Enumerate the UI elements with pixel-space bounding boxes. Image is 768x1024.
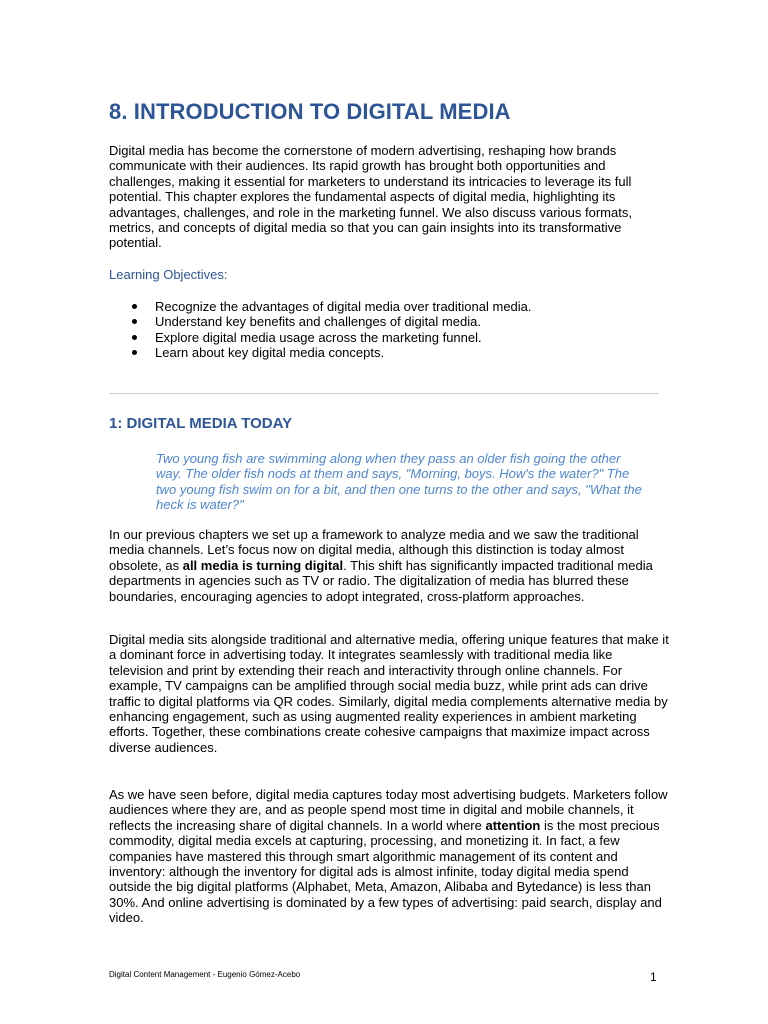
- bullet-icon: [132, 350, 137, 355]
- chapter-heading: 8. INTRODUCTION TO DIGITAL MEDIA: [109, 99, 511, 124]
- list-item: Recognize the advantages of digital media over traditional media.: [109, 299, 532, 314]
- bullet-icon: [132, 304, 137, 309]
- body-paragraph-1: In our previous chapters we set up a framework to analyze media and we saw the traditional media channels. Let’s focus now on digital media, although this distinction is today almost obsolete, as all media is turning digital. This shift has significantly impacted traditional media departments in agencies such as TV or radio. The digitalization of media has blurred these boundaries, encouraging agencies to adopt integrated, cross-platform approaches.: [109, 527, 653, 604]
- bullet-icon: [132, 335, 137, 340]
- section-divider: [109, 393, 659, 394]
- section-heading: 1: DIGITAL MEDIA TODAY: [109, 415, 293, 432]
- page-footer: Digital Content Management - Eugenio Gómez-Acebo: [109, 970, 301, 979]
- intro-paragraph: Digital media has become the cornerstone of modern advertising, reshaping how brands communicate with their audiences. Its rapid growth has brought both opportunities and challenges, making it essential for marketers to understand its intricacies to leverage its full potential. This chapter explores the fundamental aspects of digital media, highlighting its advantages, challenges, and role in the marketing funnel. We also discuss various formats, metrics, and concepts of digital media so that you can gain insights into its transformative potential.: [109, 143, 632, 251]
- epigraph-quote: Two young fish are swimming along when they pass an older fish going the other way. The older fish nods at them and says, "Morning, boys. How's the water?" The two young fish swim on for a bit, and then one turns to the other and says, "What the heck is water?": [156, 451, 642, 513]
- list-item: Understand key benefits and challenges of digital media.: [109, 314, 532, 329]
- body-paragraph-3: As we have seen before, digital media captures today most advertising budgets. Marketers follow audiences where they are, and as people spend most time in digital and mobile channels, it reflects the increasing share of digital channels. In a world where attention is the most precious commodity, digital media excels at capturing, processing, and monetizing it. In fact, a few companies have mastered this through smart algorithmic management of its content and inventory: although the inventory for digital ads is almost infinite, today digital media spend outside the big digital platforms (Alphabet, Meta, Amazon, Alibaba and Bytedance) is less than 30%. And online advertising is dominated by a few types of advertising: paid search, display and video.: [109, 787, 668, 926]
- list-item: Learn about key digital media concepts.: [109, 345, 532, 360]
- bullet-icon: [132, 319, 137, 324]
- page-number: 1: [650, 970, 657, 984]
- body-paragraph-2: Digital media sits alongside traditional and alternative media, offering unique features that make it a dominant force in advertising today. It integrates seamlessly with traditional media like television and print by extending their reach and interactivity through online channels. For example, TV campaigns can be amplified through social media buzz, while print ads can drive traffic to digital platforms via QR codes. Similarly, digital media complements alternative media by enhancing engagement, such as using augmented reality experiences in ambient marketing efforts. Together, these combinations create cohesive campaigns that maximize impact across diverse audiences.: [109, 632, 669, 755]
- emphasis-text: attention: [485, 817, 541, 833]
- list-item: Explore digital media usage across the marketing funnel.: [109, 330, 532, 345]
- emphasis-text: all media is turning digital: [182, 557, 344, 573]
- objectives-list: [109, 299, 532, 361]
- learning-objectives-label: Learning Objectives:: [109, 267, 228, 282]
